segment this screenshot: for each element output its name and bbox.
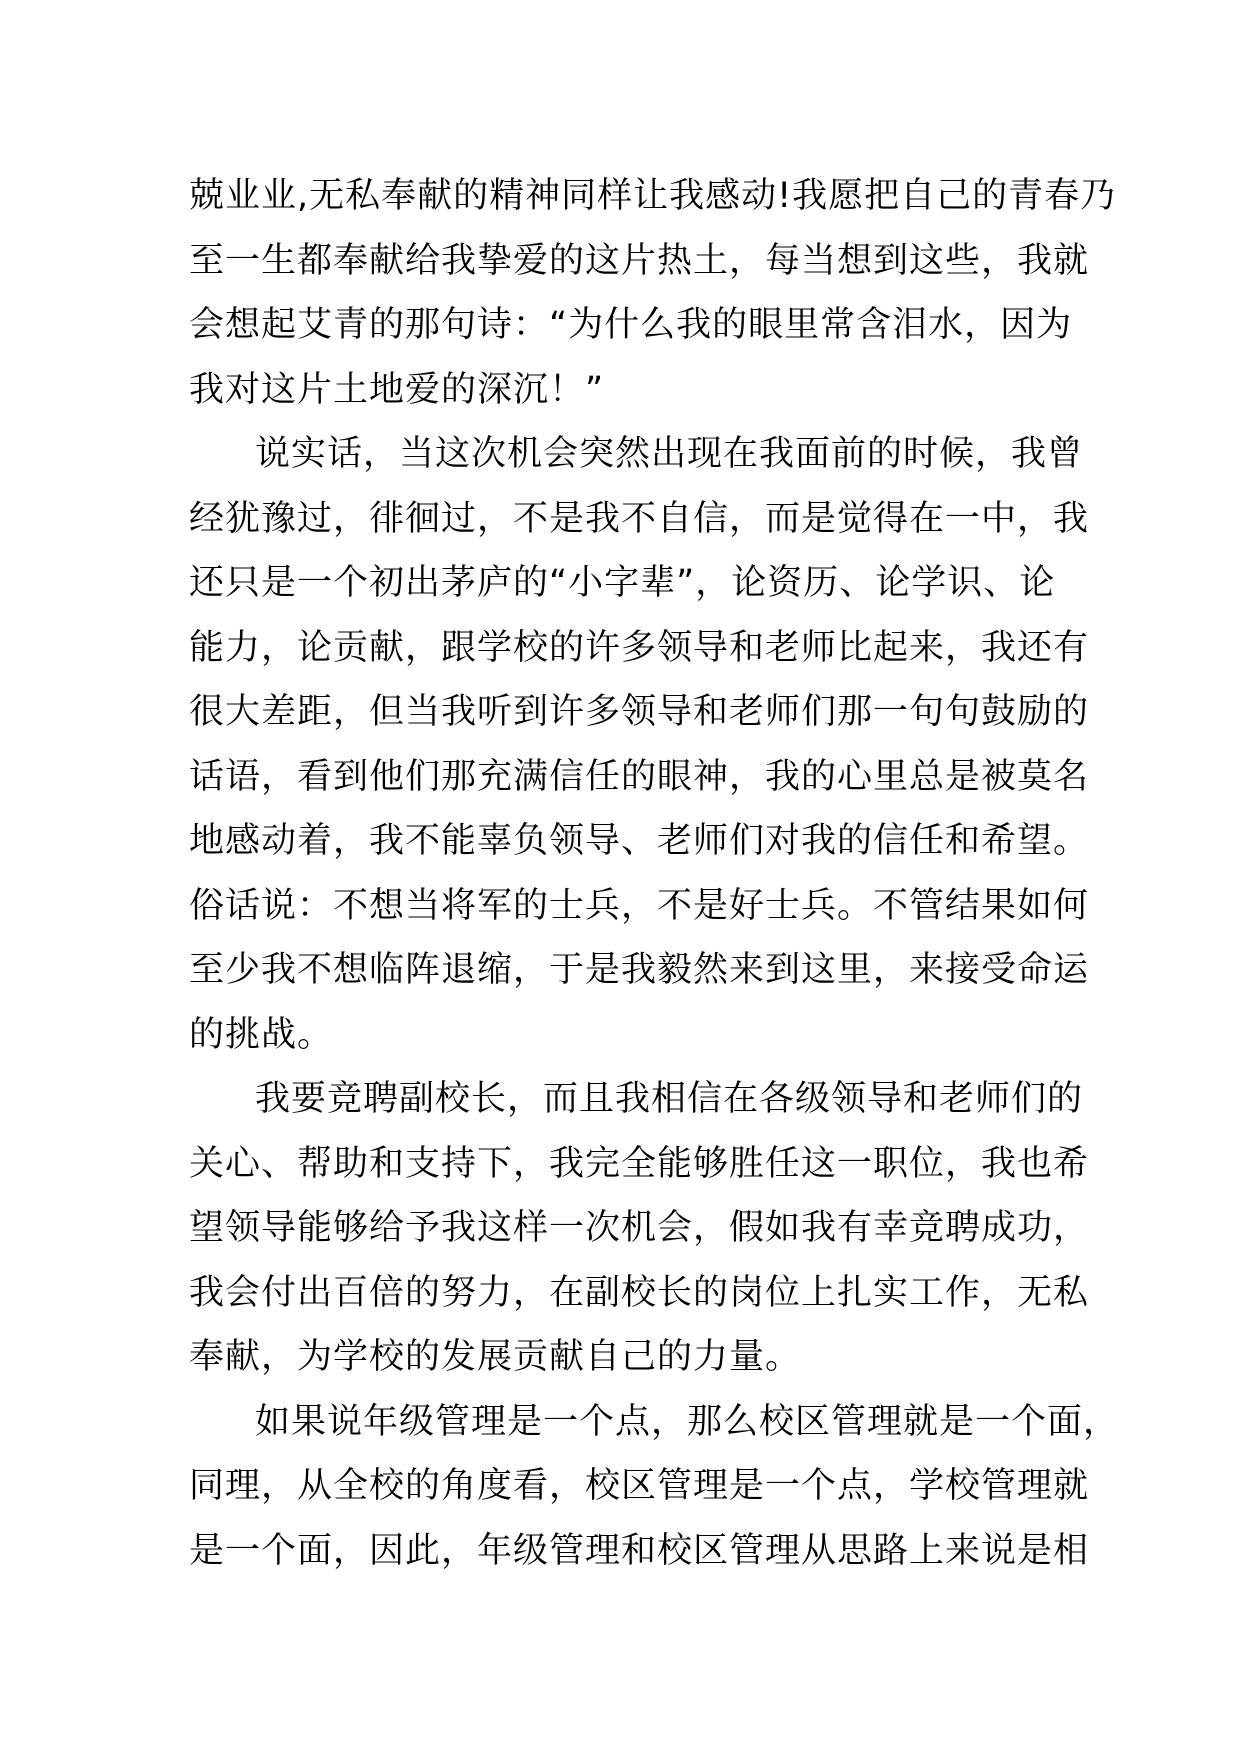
text-line-7: 还只是一个初出茅庐的“小字辈”，论资历、论学识、论 — [189, 563, 1056, 603]
text-line-3: 会想起艾青的那句诗：“为什么我的眼里常含泪水，因为 — [189, 305, 1073, 345]
text-line-5: 说实话，当这次机会突然出现在我面前的时候，我曾 — [255, 434, 1084, 474]
text-line-15: 我要竞聘副校长，而且我相信在各级领导和老师们的 — [255, 1079, 1084, 1119]
text-line-12: 俗话说：不想当将军的士兵，不是好士兵。不管结果如何 — [189, 885, 1090, 926]
text-line-16: 关心、帮助和支持下，我完全能够胜任这一职位，我也希 — [189, 1143, 1090, 1184]
text-line-1: 兢业业,无私奉献的精神同样让我感动!我愿把自己的青春乃 — [189, 176, 1117, 216]
text-line-8: 能力，论贡献，跟学校的许多领导和老师比起来，我还有 — [189, 627, 1090, 668]
text-line-21: 同理，从全校的角度看，校区管理是一个点，学校管理就 — [189, 1466, 1090, 1506]
text-line-6: 经犹豫过，徘徊过，不是我不自信，而是觉得在一中，我 — [189, 498, 1090, 539]
body-text — [189, 164, 1120, 1583]
text-line-4: 我对这片土地爱的深沉！” — [189, 369, 605, 410]
text-line-17: 望领导能够给予我这样一次机会，假如我有幸竞聘成功， — [189, 1208, 1090, 1248]
text-line-14: 的挑战。 — [189, 1014, 334, 1055]
text-line-11: 地感动着，我不能辜负领导、老师们对我的信任和希望。 — [189, 821, 1090, 861]
text-line-18: 我会付出百倍的努力，在副校长的岗位上扎实工作，无私 — [189, 1272, 1090, 1313]
text-line-13: 至少我不想临阵退缩，于是我毅然来到这里，来接受命运 — [189, 950, 1090, 990]
text-line-10: 话语，看到他们那充满信任的眼神，我的心里总是被莫名 — [189, 756, 1090, 797]
text-line-20: 如果说年级管理是一个点，那么校区管理就是一个面， — [255, 1401, 1120, 1442]
text-line-2: 至一生都奉献给我挚爱的这片热土，每当想到这些，我就 — [189, 240, 1090, 281]
text-line-19: 奉献，为学校的发展贡献自己的力量。 — [189, 1337, 802, 1377]
text-line-9: 很大差距，但当我听到许多领导和老师们那一句句鼓励的 — [189, 692, 1090, 732]
text-line-22: 是一个面，因此，年级管理和校区管理从思路上来说是相 — [189, 1530, 1090, 1571]
